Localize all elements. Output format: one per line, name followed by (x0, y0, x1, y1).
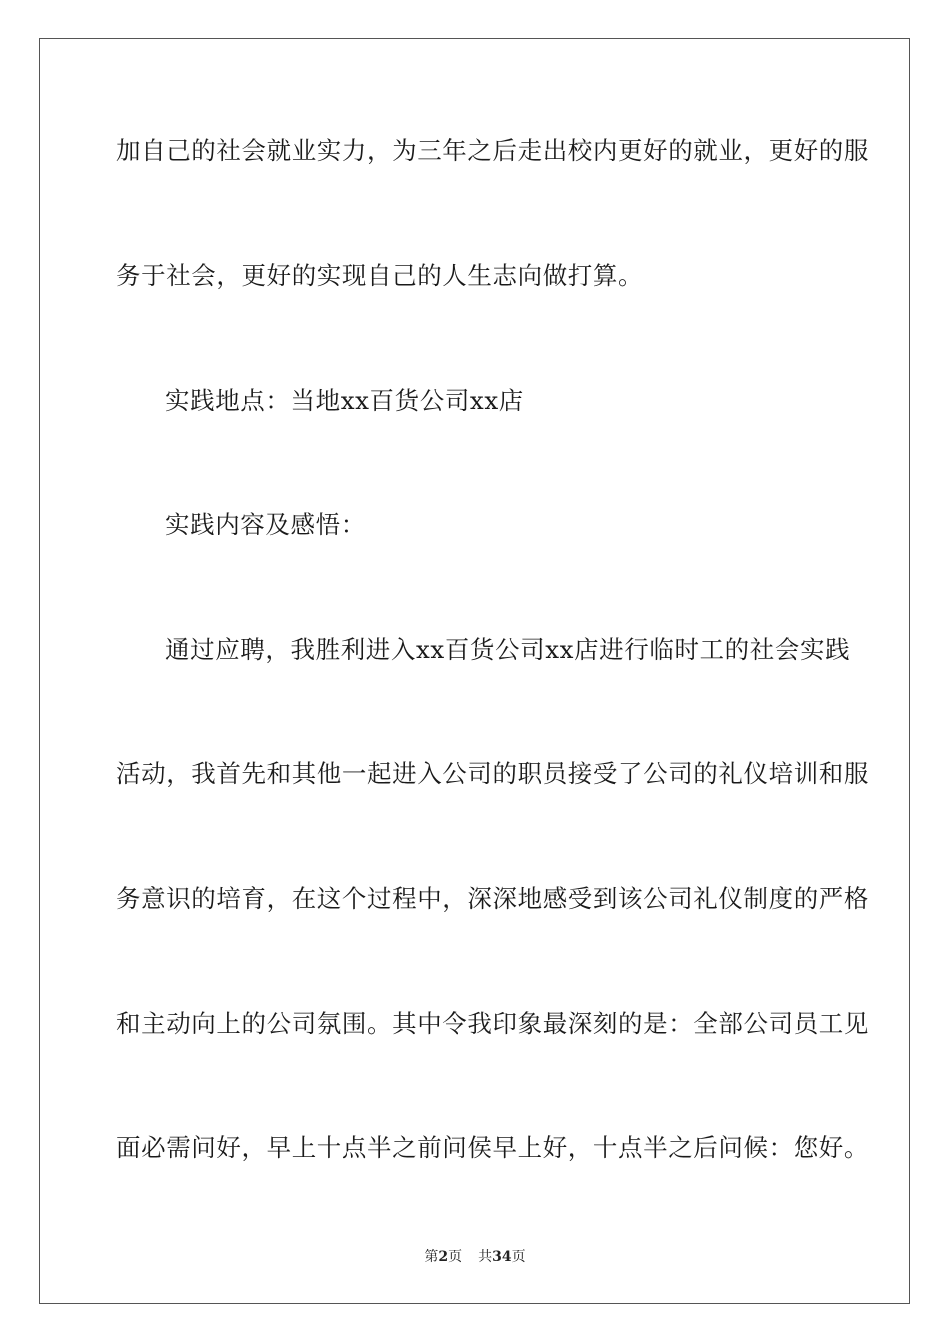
text-line: 通过应聘，我胜利进入xx百货公司xx店进行临时工的社会实践 (165, 635, 851, 664)
text-line: 实践内容及感悟： (165, 510, 366, 539)
text-line: 面必需问好，早上十点半之前问侯早上好，十点半之后问候：您好。 (116, 1133, 869, 1162)
text-line: 和主动向上的公司氛围。其中令我印象最深刻的是：全部公司员工见 (116, 1009, 869, 1038)
total-prefix: 共 (478, 1249, 493, 1265)
text-line: 加自己的社会就业实力，为三年之后走出校内更好的就业，更好的服 (116, 136, 869, 165)
page-number: 2 (438, 1249, 449, 1265)
text-line: 活动，我首先和其他一起进入公司的职员接受了公司的礼仪培训和服 (116, 759, 869, 788)
page-suffix: 页 (448, 1249, 463, 1265)
page-footer (0, 1248, 950, 1266)
total-suffix: 页 (511, 1249, 526, 1265)
total-pages: 34 (492, 1249, 512, 1265)
text-line: 实践地点：当地xx百货公司xx店 (165, 386, 524, 415)
text-line: 务于社会，更好的实现自己的人生志向做打算。 (116, 261, 644, 290)
page-prefix: 第 (424, 1249, 439, 1265)
page-frame (39, 38, 910, 1304)
text-line: 务意识的培育，在这个过程中，深深地感受到该公司礼仪制度的严格 (116, 884, 869, 913)
